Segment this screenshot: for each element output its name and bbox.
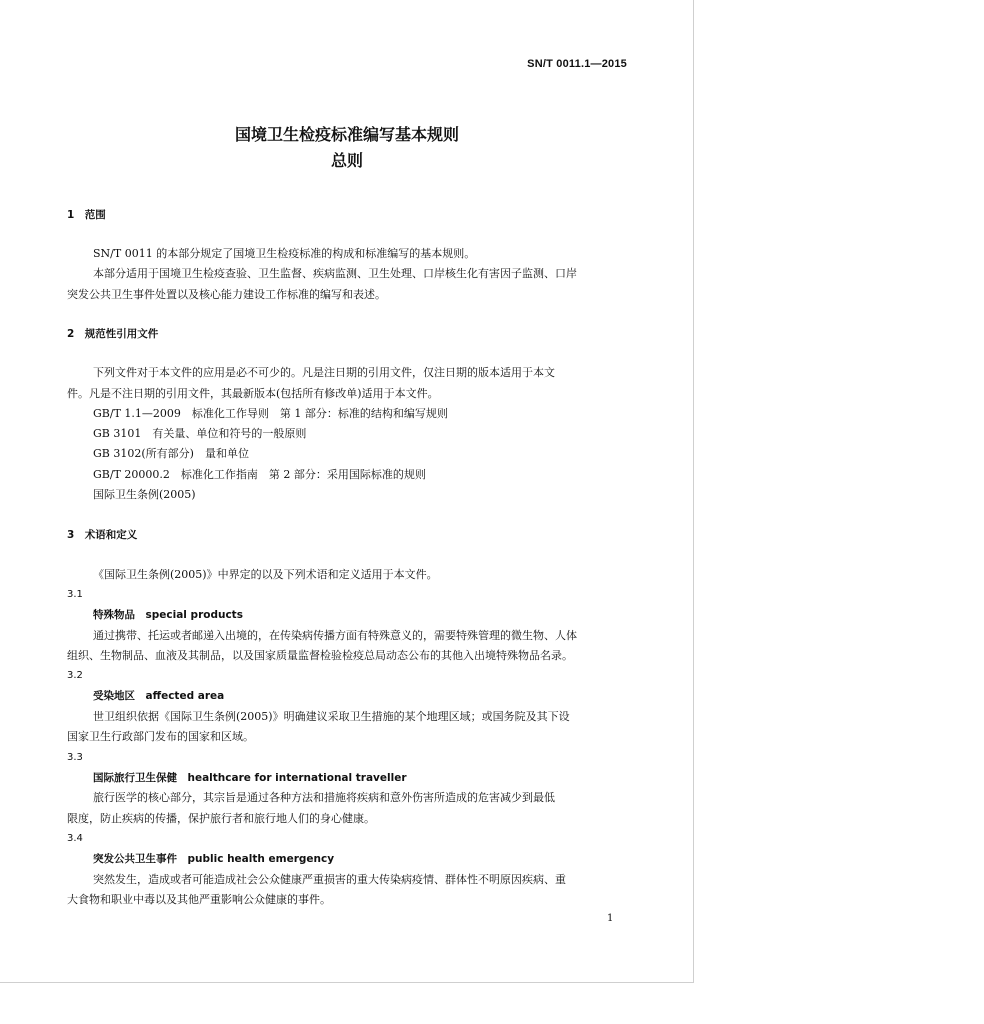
reference-item: GB/T 1.1—2009 标准化工作导则 第 1 部分：标准的结构和编写规则: [93, 407, 448, 420]
paragraph-line: 本部分适用于国境卫生检疫查验、卫生监督、疾病监测、卫生处理、口岸核生化有害因子监测、口岸: [93, 267, 577, 280]
definition-line: 大食物和职业中毒以及其他严重影响公众健康的事件。: [67, 893, 331, 906]
reference-item: GB/T 20000.2 标准化工作指南 第 2 部分：采用国际标准的规则: [93, 468, 426, 481]
document-title: 国境卫生检疫标准编写基本规则: [234, 125, 459, 144]
definition-line: 世卫组织依据《国际卫生条例(2005)》明确建议采取卫生措施的某个地理区域；或国务院及其下设: [93, 710, 570, 723]
section-heading-normative-references: 2 规范性引用文件: [67, 328, 159, 340]
paragraph-line: 《国际卫生条例(2005)》中界定的以及下列术语和定义适用于本文件。: [93, 568, 438, 581]
reference-item: GB 3102(所有部分) 量和单位: [93, 447, 249, 460]
section-heading-scope: 1 范围: [67, 209, 106, 221]
section-heading-terms-definitions: 3 术语和定义: [67, 529, 138, 541]
definition-line: 旅行医学的核心部分，其宗旨是通过各种方法和措施将疾病和意外伤害所造成的危害减少到最低: [93, 791, 555, 804]
page-number: 1: [607, 913, 614, 924]
paragraph-line: SN/T 0011 的本部分规定了国境卫生检疫标准的构成和标准编写的基本规则。: [93, 247, 476, 260]
definition-line: 突然发生，造成或者可能造成社会公众健康严重损害的重大传染病疫情、群体性不明原因疾病、重: [93, 873, 566, 886]
term-title: 特殊物品 special products: [93, 609, 243, 621]
term-number: 3.3: [67, 752, 83, 763]
standard-code: SN/T 0011.1—2015: [527, 58, 627, 70]
definition-line: 通过携带、托运或者邮递入出境的，在传染病传播方面有特殊意义的，需要特殊管理的微生物、人体: [93, 629, 577, 642]
term-title: 受染地区 affected area: [93, 690, 225, 702]
definition-line: 限度，防止疾病的传播，保护旅行者和旅行地人们的身心健康。: [67, 812, 375, 825]
document-subtitle: 总则: [330, 151, 363, 170]
definition-line: 国家卫生行政部门发布的国家和区域。: [67, 730, 254, 743]
term-number: 3.4: [67, 833, 83, 844]
definition-line: 组织、生物制品、血液及其制品，以及国家质量监督检验检疫总局动态公布的其他入出境特殊物品名录。: [67, 649, 573, 662]
term-title: 突发公共卫生事件 public health emergency: [93, 853, 335, 865]
reference-item: 国际卫生条例(2005): [93, 488, 196, 501]
paragraph-line: 突发公共卫生事件处置以及核心能力建设工作标准的编写和表述。: [67, 288, 386, 301]
paragraph-line: 下列文件对于本文件的应用是必不可少的。凡是注日期的引用文件，仅注日期的版本适用于本文: [93, 366, 555, 379]
paragraph-line: 件。凡是不注日期的引用文件，其最新版本(包括所有修改单)适用于本文件。: [67, 387, 439, 400]
reference-item: GB 3101 有关量、单位和符号的一般原则: [93, 427, 307, 440]
term-number: 3.1: [67, 589, 83, 600]
term-title: 国际旅行卫生保健 healthcare for international traveller: [93, 772, 407, 784]
term-number: 3.2: [67, 670, 83, 681]
